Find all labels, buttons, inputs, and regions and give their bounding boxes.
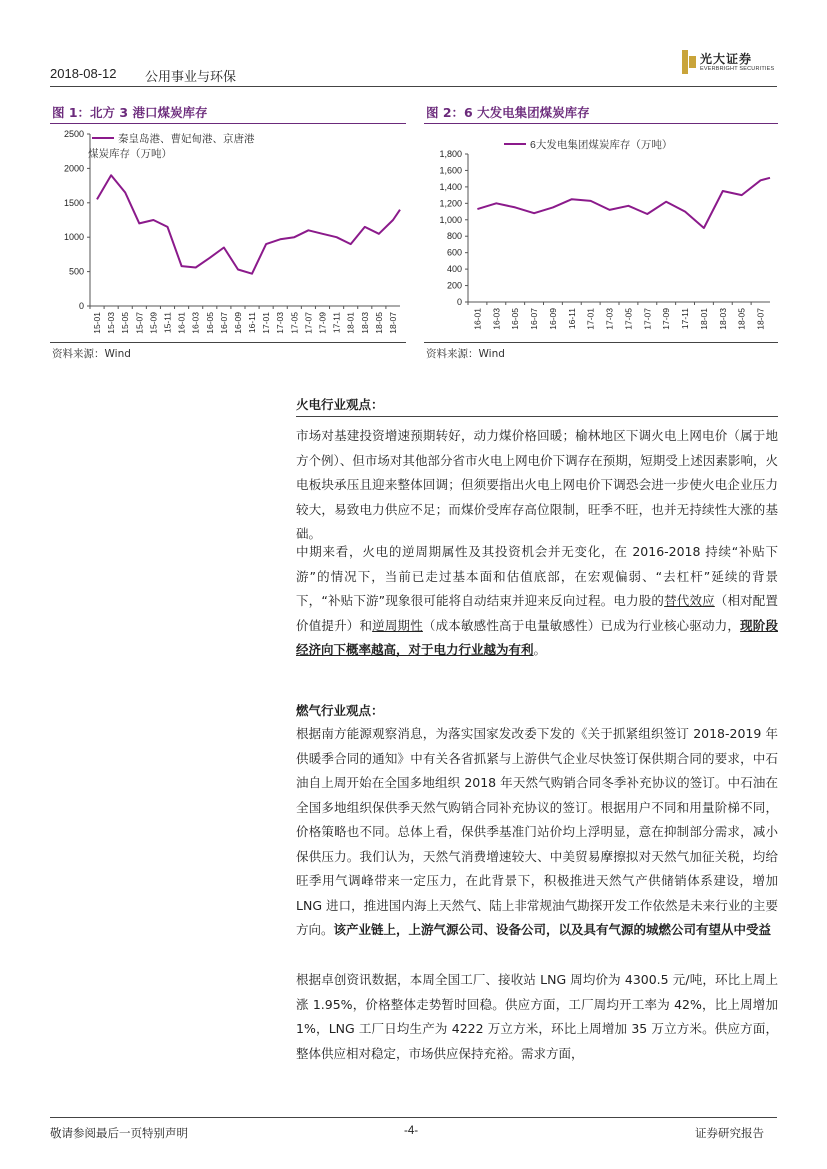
y-tick-label: 200 [446, 280, 462, 291]
page-number: -4- [404, 1125, 419, 1137]
x-tick-label: 15-01 [92, 312, 103, 334]
thermal-conclusion: 现阶段经济向下概率越高，对于电力行业越为有利 [296, 617, 778, 657]
x-tick-label: 16-05 [204, 312, 215, 334]
figure-1-top-rule [50, 123, 406, 124]
y-tick-label: 1000 [63, 232, 84, 243]
thermal-paragraph-2: 中期来看，火电的逆周期属性及其投资机会并无变化，在 2016-2018 持续“补贴下游”的情况下，当前已走过基本面和估值底部，在宏观偏弱、“去杠杆”延续的背景下，“补贴下游”现象很可能将自动结束并迎来反向过程。电力股的替代效应（相对配置价值提升）和逆周期性（成本敏感性高于电量敏感性）已成为行业核心驱动力，现阶段经济向下概率越高，对于电力行业越为有利。 [296, 544, 778, 657]
legend-label: 煤炭库存（万吨） [88, 148, 172, 160]
x-tick-label: 18-05 [373, 312, 384, 334]
header-rule [50, 86, 777, 87]
y-tick-label: 1,800 [439, 149, 462, 159]
x-tick-label: 16-09 [232, 312, 243, 334]
x-tick-label: 18-07 [387, 312, 398, 334]
x-tick-label: 17-07 [642, 308, 653, 330]
x-tick-label: 17-09 [317, 312, 328, 334]
x-tick-label: 18-01 [698, 308, 709, 330]
gas-paragraph-2: 根据卓创资讯数据，本周全国工厂、接收站 LNG 周均价为 4300.5 元/吨，环比上周上涨 1.95%，价格整体走势暂时回稳。供应方面，工厂周均开工率为 42%，比上周增加 1%，LNG 工厂日均生产为 4222 万立方米，环比上周增加 35 万立方米。供应方面，整体供应相对稳定，市场供应保持充裕。需求方面， [296, 972, 778, 1061]
x-tick-label: 15-05 [120, 312, 131, 334]
x-tick-label: 15-07 [134, 312, 145, 334]
figure-2-top-rule [424, 123, 778, 124]
footer-report-type: 证券研究报告 [695, 1126, 764, 1140]
x-tick-label: 15-11 [162, 312, 173, 334]
figure-2-bottom-rule [424, 342, 778, 343]
x-tick-label: 16-03 [190, 312, 201, 334]
y-tick-label: 600 [446, 247, 462, 258]
x-tick-label: 17-01 [261, 312, 272, 334]
y-tick-label: 800 [446, 231, 462, 242]
y-tick-label: 1,400 [439, 181, 462, 192]
legend-label: 6大发电集团煤炭库存（万吨） [530, 139, 673, 151]
x-tick-label: 16-11 [566, 308, 577, 330]
x-tick-label: 18-03 [717, 308, 728, 330]
x-tick-label: 18-01 [345, 312, 356, 334]
x-tick-label: 17-05 [289, 312, 300, 334]
x-tick-label: 17-09 [661, 308, 672, 330]
logo-text-en: EVERBRIGHT SECURITIES [700, 66, 775, 72]
x-tick-label: 16-07 [218, 312, 229, 334]
figure-2-source: 资料来源：Wind [426, 348, 505, 360]
x-tick-label: 18-07 [755, 308, 766, 330]
x-tick-label: 17-05 [623, 308, 634, 330]
figure-2-title: 图 2：6 大发电集团煤炭库存 [426, 105, 590, 120]
power-group-inventory-chart [424, 126, 780, 344]
figure-1-bottom-rule [50, 342, 406, 343]
thermal-paragraph-1: 市场对基建投资增速预期转好，动力煤价格回暖；榆林地区下调火电上网电价（属于地方个例）、但市场对其他部分省市火电上网电价下调存在预期，短期受上述因素影响，火电板块承压且迎来整体回调；但须要指出火电上网电价下调恐会进一步使火电企业压力较大，易致电力供应不足；而煤价受库存高位限制，旺季不旺，也并无持续性大涨的基础。 [296, 428, 778, 541]
gas-section-title: 燃气行业观点： [296, 703, 384, 718]
y-tick-label: 1,600 [439, 165, 462, 176]
x-tick-label: 17-01 [585, 308, 596, 330]
x-tick-label: 15-03 [106, 312, 117, 334]
thermal-section-title: 火电行业观点： [296, 397, 384, 412]
y-tick-label: 1,000 [439, 214, 462, 225]
report-date: 2018-08-12 [50, 66, 117, 81]
x-tick-label: 18-05 [736, 308, 747, 330]
series-line [97, 175, 400, 273]
x-tick-label: 16-03 [491, 308, 502, 330]
x-tick-label: 16-11 [247, 312, 258, 334]
x-tick-label: 15-09 [148, 312, 159, 334]
gas-paragraph-1: 根据南方能源观察消息，为落实国家发改委下发的《关于抓紧组织签订 2018-2019 年供暖季合同的通知》中有关各省抓紧与上游供气企业尽快签订保供期合同的要求，中石油自上周开始在全国多地组织 2018 年天然气购销合同冬季补充协议的签订。中石油在全国多地组织保供季天然气购销合同补充协议的签订。根据用户不同和用量阶梯不同，价格策略也不同。总体上看，保供季基准门站价均上浮明显，意在抑制部分需求，减小保供压力。我们认为，天然气消费增速较大、中美贸易摩擦拟对天然气加征关税，均给旺季用气调峰带来一定压力，在此背景下，积极推进天然气产供储销体系建设，增加 LNG 进口，推进国内海上天然气、陆上非常规油气勘探开发工作依然是未来行业的主要方向。该产业链上，上游气源公司、设备公司，以及具有气源的城燃公司有望从中受益 [296, 726, 778, 937]
y-tick-label: 400 [446, 264, 462, 275]
y-tick-label: 0 [78, 301, 84, 311]
series-line [477, 178, 770, 228]
x-tick-label: 16-07 [529, 308, 540, 330]
x-tick-label: 17-07 [303, 312, 314, 334]
footer-disclaimer: 敬请参阅最后一页特别声明 [50, 1126, 188, 1140]
x-tick-label: 17-11 [331, 312, 342, 334]
figure-1-title: 图 1：北方 3 港口煤炭库存 [52, 105, 208, 120]
x-tick-label: 16-01 [176, 312, 187, 334]
x-tick-label: 16-05 [510, 308, 521, 330]
countercyclical-term: 逆周期性 [372, 617, 423, 633]
y-tick-label: 2500 [63, 129, 84, 139]
logo-text-cn: 光大证券 [700, 52, 753, 66]
figure-1-source: 资料来源：Wind [52, 348, 131, 360]
y-tick-label: 0 [456, 297, 462, 307]
x-tick-label: 17-03 [275, 312, 286, 334]
footer-rule [50, 1117, 777, 1118]
y-tick-label: 1500 [63, 197, 84, 208]
y-tick-label: 2000 [63, 163, 84, 174]
coal-port-inventory-chart [50, 126, 410, 344]
company-logo [682, 48, 778, 78]
section-divider [296, 416, 778, 417]
substitution-effect-term: 替代效应 [664, 593, 715, 608]
x-tick-label: 16-09 [547, 308, 558, 330]
x-tick-label: 18-03 [359, 312, 370, 334]
x-tick-label: 16-01 [472, 308, 483, 330]
x-tick-label: 17-11 [680, 308, 691, 330]
report-sector: 公用事业与环保 [145, 70, 237, 85]
legend-label: 秦皇岛港、曹妃甸港、京唐港 [118, 133, 255, 145]
y-tick-label: 1,200 [439, 198, 462, 209]
gas-conclusion: 该产业链上，上游气源公司、设备公司，以及具有气源的城燃公司有望从中受益 [333, 922, 772, 937]
y-tick-label: 500 [68, 266, 84, 277]
logo-mark-icon [682, 50, 696, 74]
x-tick-label: 17-03 [604, 308, 615, 330]
